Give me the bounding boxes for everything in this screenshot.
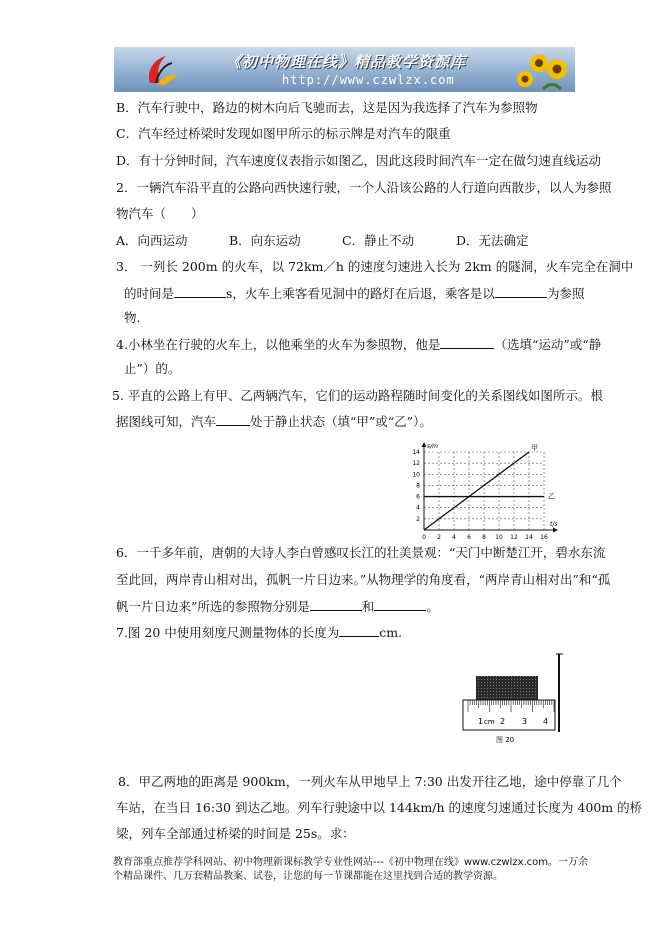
q6-stem-line3: [116, 598, 439, 615]
q4-stem-line2: 止”）的。: [124, 361, 181, 376]
q6-blank-2[interactable]: [374, 598, 426, 611]
banner-url: http://www.czwlzx.com: [282, 73, 455, 87]
q3-stem-line2: [124, 285, 584, 302]
q4-blank[interactable]: [440, 336, 494, 349]
q6-stem-line2: 至此回，两岸青山相对出，孤帆一片日边来。”从物理学的角度看，“两岸青山相对出”和“孤: [116, 572, 611, 587]
q3-text-b: s，火车上乘客看见洞中的路灯在后退，乘客是以: [226, 286, 495, 301]
series-line-0: [424, 452, 529, 530]
q3-text-a: 的时间是: [124, 286, 175, 301]
q2-option-c: C．静止不动: [342, 233, 415, 248]
x-tick-label-4: 4: [452, 534, 456, 541]
q1-option-d: D．有十分钟时间，汽车速度仪表指示如图乙，因此这段时间汽车一定在做匀速直线运动: [116, 153, 602, 168]
banner-title: 《初中物理在线》精品教学资源库: [226, 53, 467, 71]
ruler-label-2: 2: [500, 717, 506, 726]
q6-text-c: 。: [426, 599, 439, 614]
ruler-figure: [460, 652, 572, 748]
q3-stem-line3: 物.: [124, 310, 141, 325]
q2-stem-line1: 2．一辆汽车沿平直的公路向西快速行驶，一个人沿该公路的人行道向西散步，以人为参照: [116, 180, 612, 195]
x-axis-label: t/s: [550, 521, 558, 528]
sunflower-icon: [499, 49, 569, 92]
st-graph: [396, 438, 566, 542]
q5-text-a: 据图线可知，汽车: [116, 414, 217, 429]
footer-line1: 教育部重点推荐学科网站、初中物理新课标教学专业性网站---《初中物理在线》www.czwlzx.com。一万余: [113, 857, 589, 868]
x-tick-label-8: 8: [482, 534, 486, 541]
y-axis-label: s/m: [427, 443, 438, 450]
q7-text-a: 7.图 20 中使用刻度尺测量物体的长度为: [116, 625, 340, 640]
logo-icon: [144, 53, 180, 87]
q6-blank-1[interactable]: [310, 598, 362, 611]
q3-text-c: 为参照: [546, 286, 585, 301]
q6-stem-line1: 6．一千多年前，唐朝的大诗人李白曾感叹长江的壮美景观：“天门中断楚江开，碧水东流: [116, 545, 606, 560]
footer-line2: 个精品课件、几万套精品教案、试卷，让您的每一节课都能在这里找到合适的教学资源。: [113, 871, 503, 882]
q6-text-b: 和: [361, 599, 375, 614]
x-tick-label-16: 16: [540, 534, 548, 541]
series-label-1: 乙: [548, 492, 555, 501]
q3-blank-2[interactable]: [495, 285, 547, 298]
q5-blank[interactable]: [216, 413, 250, 426]
q8-stem-line1: 8．甲乙两地的距离是 900km，一列火车从甲地早上 7:30 出发开往乙地，途中停靠了几个: [118, 774, 622, 789]
q2-option-d: D．无法确定: [456, 233, 529, 248]
x-tick-label-0: 0: [422, 534, 426, 541]
x-axis-arrow: [553, 528, 558, 533]
ruler-label-3: 3: [522, 717, 528, 726]
x-tick-label-12: 12: [510, 534, 518, 541]
header-banner: [114, 47, 575, 92]
y-tick-label-6: 6: [416, 493, 420, 501]
q6-text-a: 帆一片日边来”所选的参照物分别是: [116, 599, 310, 614]
y-axis-arrow: [422, 442, 427, 447]
q4-text-a: 4.小林坐在行驶的火车上，以他乘坐的火车为参照物，他是: [116, 337, 441, 352]
y-tick-label-8: 8: [416, 482, 420, 490]
q8-stem-line3: 梁，列车全部通过桥梁的时间是 25s。求：: [116, 826, 355, 841]
ruler-label-1: 1: [478, 717, 484, 726]
figure-caption: 图 20: [496, 736, 515, 744]
x-tick-label-14: 14: [525, 534, 533, 541]
x-tick-label-2: 2: [437, 534, 441, 541]
y-tick-label-4: 4: [416, 504, 420, 512]
series-label-0: 甲: [531, 444, 538, 452]
q1-option-b: B．汽车行驶中，路边的树木向后飞驰而去，这是因为我选择了汽车为参照物: [116, 100, 538, 115]
y-tick-label-12: 12: [412, 460, 420, 468]
q2-option-a: A．向西运动: [116, 233, 188, 248]
q3-stem-line1: 3． 一列长 200m 的火车，以 72km／h 的速度匀速进入长为 2km 的隧洞，火车完全在洞中: [116, 259, 634, 274]
q7-blank[interactable]: [339, 624, 379, 637]
q7-stem-line1: [116, 624, 402, 641]
ruler-unit: cm: [484, 718, 495, 726]
q3-blank-1[interactable]: [174, 285, 226, 298]
q5-text-b: 处于静止状态（填“甲”或“乙”）。: [250, 414, 432, 429]
x-tick-label-10: 10: [495, 534, 503, 541]
q4-stem-line1: [116, 336, 601, 353]
x-tick-label-6: 6: [467, 534, 471, 541]
q4-text-b: （选填“运动”或“静: [494, 337, 602, 352]
q5-stem-line2: [116, 413, 432, 430]
q2-option-b: B．向东运动: [229, 233, 301, 248]
q7-text-b: cm.: [379, 625, 403, 640]
y-tick-label-2: 2: [416, 515, 420, 523]
q8-stem-line2: 车站，在当日 16:30 到达乙地。列车行驶途中以 144km/h 的速度匀速通过长度为 400m 的桥: [116, 800, 643, 815]
y-tick-label-14: 14: [412, 449, 420, 456]
ruler-label-4: 4: [543, 717, 549, 726]
q5-stem-line1: 5. 平直的公路上有甲、乙两辆汽车，它们的运动路程随时间变化的关系图线如图所示。根: [112, 388, 603, 403]
q1-option-c: C．汽车经过桥梁时发现如图甲所示的标示牌是对汽车的限重: [116, 126, 451, 141]
y-tick-label-10: 10: [412, 471, 420, 479]
q2-stem-line2: 物汽车（ ）: [116, 206, 204, 221]
